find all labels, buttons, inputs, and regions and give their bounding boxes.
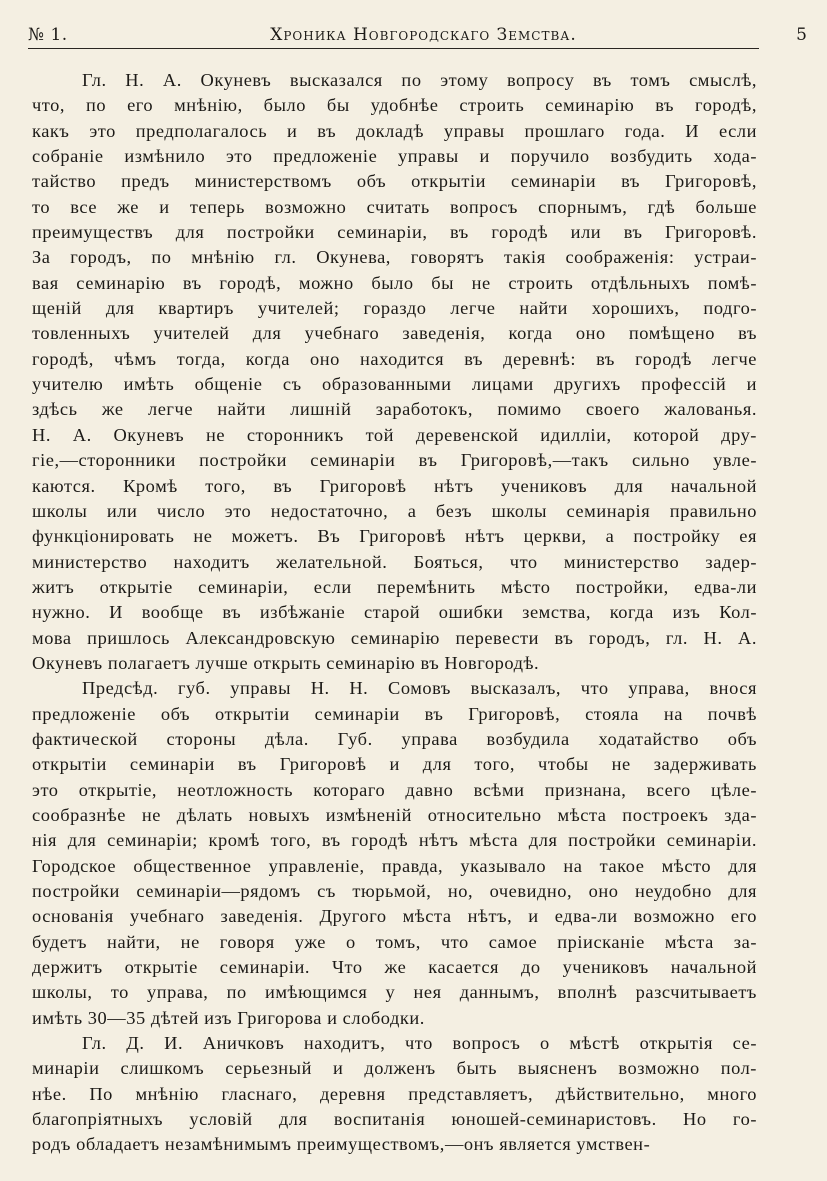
text-line: открытіи семинаріи въ Григоровѣ и для того, чтобы не задерживать <box>32 754 757 775</box>
text-line: здѣсь же легче найти лишній заработокъ, помимо своего жалованья. <box>32 399 757 420</box>
text-line: житъ открытіе семинаріи, если перемѣнить мѣсто постройки, едва-ли <box>32 576 757 597</box>
text-line: имѣть 30—35 дѣтей изъ Григорова и слободки. <box>32 1007 425 1028</box>
text-line: какъ это предполагалось и въ докладѣ управы прошлаго года. И если <box>32 120 757 141</box>
text-line: Н. А. Окуневъ не сторонникъ той деревенской идилліи, которой дру- <box>32 424 757 445</box>
text-line: Гл. Д. И. Аничковъ находитъ, что вопросъ о мѣстѣ открытія се- <box>82 1033 757 1054</box>
text-line: товленныхъ учителей для учебнаго заведенія, когда оно помѣщено въ <box>32 323 757 344</box>
text-line: это открытіе, неотложность котораго давно всѣми признана, всего цѣле- <box>32 779 757 800</box>
text-line: фактической стороны дѣла. Губ. управа возбудила ходатайство объ <box>32 728 757 749</box>
text-line: предложеніе объ открытіи семинаріи въ Григоровѣ, стояла на почвѣ <box>32 703 757 724</box>
text-line: городѣ, чѣмъ тогда, когда оно находится въ деревнѣ: въ городѣ легче <box>32 348 757 369</box>
text-line: функціонировать не можетъ. Въ Григоровѣ нѣтъ церкви, а постройку ея <box>32 526 757 547</box>
article-body <box>32 68 757 1158</box>
text-line: школы, то управа, по имѣющимся у нея даннымъ, вполнѣ разсчитываетъ <box>32 982 757 1003</box>
text-line: каются. Кромѣ того, въ Григоровѣ нѣтъ учениковъ для начальной <box>32 475 757 496</box>
running-header <box>28 22 807 49</box>
issue-number: № 1. <box>28 25 68 45</box>
text-line: преимуществъ для постройки семинаріи, въ городѣ или въ Григоровѣ. <box>32 222 757 243</box>
text-line: постройки семинаріи—рядомъ съ тюрьмой, но, очевидно, оно неудобно для <box>32 881 757 901</box>
text-line: то все же и теперь возможно считать вопросъ спорнымъ, гдѣ больше <box>32 196 757 217</box>
text-line: нужно. И вообще въ избѣжаніе старой ошибки земства, когда изъ Кол- <box>32 602 757 623</box>
text-line: собраніе измѣнило это предложеніе управы и поручило возбудить хода- <box>32 146 757 167</box>
text-line: учителю имѣть общеніе съ образованными лицами другихъ профессій и <box>32 374 757 395</box>
text-line: гіе,—сторонники постройки семинаріи въ Григоровѣ,—такъ сильно увле- <box>32 450 757 471</box>
paragraph <box>32 68 757 676</box>
text-line: щеній для квартиръ учителей; гораздо легче найти хорошихъ, подго- <box>32 298 757 319</box>
text-line: сообразнѣе не дѣлать новыхъ измѣненій относительно мѣста построекъ зда- <box>32 804 757 825</box>
paragraph <box>32 676 757 1031</box>
text-line: За городъ, по мнѣнію гл. Окунева, говорятъ такія соображенія: устраи- <box>32 247 757 268</box>
text-line: тайство предъ министерствомъ объ открытіи семинаріи въ Григоровѣ, <box>32 171 757 192</box>
text-line: нія для семинаріи; кромѣ того, въ городѣ нѣтъ мѣста для постройки семинаріи. <box>32 830 757 851</box>
text-line: министерство находитъ желательной. Бояться, что министерство задер- <box>32 551 757 572</box>
page-number: 5 <box>796 25 807 45</box>
text-line: вая семинарію въ городѣ, можно было бы не строить отдѣльныхъ помѣ- <box>32 272 757 293</box>
text-line: основанія учебнаго заведенія. Другого мѣста нѣтъ, и едва-ли возможно его <box>32 906 757 927</box>
text-line: что, по его мнѣнію, было бы удобнѣе строить семинарію въ городѣ, <box>32 95 757 116</box>
text-line: Гл. Н. А. Окуневъ высказался по этому вопросу въ томъ смыслѣ, <box>82 70 757 90</box>
text-line: родъ обладаетъ незамѣнимымъ преимуществомъ,—онъ является умствен- <box>32 1134 651 1155</box>
text-line: школы или число это недостаточно, а безъ школы семинарія правильно <box>32 500 757 521</box>
text-line: Предсѣд. губ. управы Н. Н. Сомовъ высказалъ, что управа, внося <box>82 678 757 699</box>
text-line: мова пришлось Александровскую семинарію перевести въ городъ, гл. Н. А. <box>32 627 757 648</box>
text-line: минаріи слишкомъ серьезный и долженъ быть выясненъ возможно пол- <box>32 1058 757 1079</box>
paragraph <box>32 1031 757 1158</box>
text-line: благопріятныхъ условій для воспитанія юношей-семинаристовъ. Но го- <box>32 1109 757 1130</box>
text-line: нѣе. По мнѣнію гласнаго, деревня представляетъ, дѣйствительно, много <box>32 1083 757 1104</box>
text-line: Городское общественное управленіе, правда, указывало на такое мѣсто для <box>32 855 757 876</box>
text-line: держитъ открытіе семинаріи. Что же касается до учениковъ начальной <box>32 957 757 978</box>
text-line: будетъ найти, не говоря уже о томъ, что самое пріисканіе мѣста за- <box>32 931 757 952</box>
journal-title: Хроника Новгородскаго Земства. <box>270 25 577 45</box>
text-line: Окуневъ полагаетъ лучше открыть семинарію въ Новгородѣ. <box>32 652 540 673</box>
